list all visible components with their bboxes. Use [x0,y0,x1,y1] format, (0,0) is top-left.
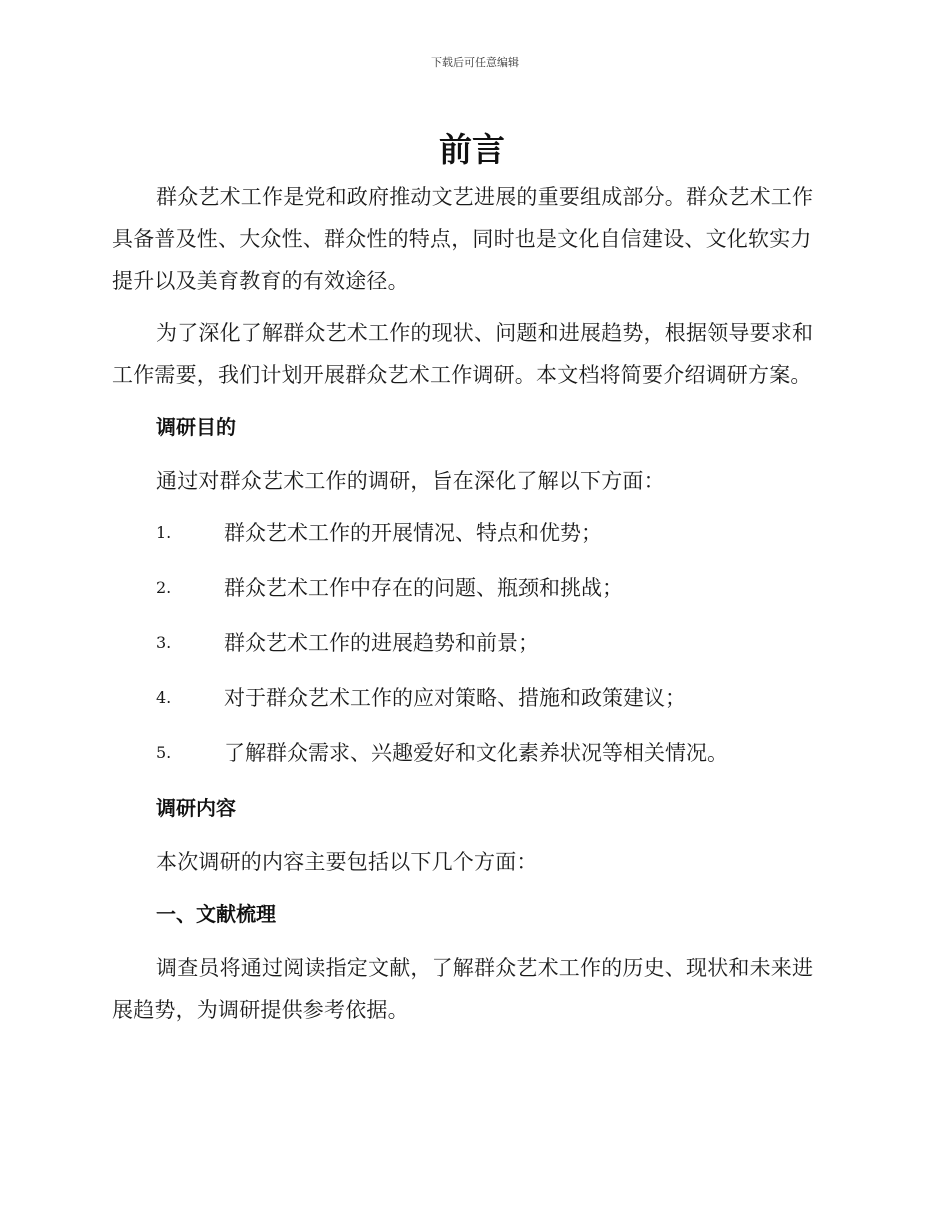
list-item-number: 3. [156,633,172,652]
document-body [112,126,832,1041]
list-item [112,512,832,554]
list-item [112,567,832,609]
literature-heading: 一、文献梳理 [156,902,276,926]
content-heading: 调研内容 [156,796,236,820]
list-item [112,732,832,774]
list-item-number: 5. [156,743,172,762]
list-item-text: 群众艺术工作中存在的问题、瓶颈和挑战； [224,576,623,600]
list-item-text: 群众艺术工作的开展情况、特点和优势； [224,521,602,545]
list-item-number: 4. [156,688,172,707]
purpose-heading: 调研目的 [156,415,236,439]
list-item-text: 群众艺术工作的进展趋势和前景； [224,631,539,655]
list-item-number: 1. [156,523,172,542]
list-item-text: 对于群众艺术工作的应对策略、措施和政策建议； [224,686,686,710]
list-item-number: 2. [156,578,172,597]
intro-paragraph-2: 为了深化了解群众艺术工作的现状、问题和进展趋势，根据领导要求和工作需要，我们计划开展群众艺术工作调研。本文档将简要介绍调研方案。 [112,321,814,387]
literature-paragraph: 调查员将通过阅读指定文献，了解群众艺术工作的历史、现状和未来进展趋势，为调研提供参考依据。 [112,956,814,1022]
page-title: 前言 [439,130,505,169]
header-note: 下载后可任意编辑 [431,56,519,69]
list-item [112,677,832,719]
list-item-text: 了解群众需求、兴趣爱好和文化素养状况等相关情况。 [224,741,728,765]
intro-paragraph-1: 群众艺术工作是党和政府推动文艺进展的重要组成部分。群众艺术工作具备普及性、大众性、群众性的特点，同时也是文化自信建设、文化软实力提升以及美育教育的有效途径。 [112,185,814,293]
list-item [112,622,832,664]
content-lead: 本次调研的内容主要包括以下几个方面： [156,850,538,874]
purpose-list [112,512,832,774]
purpose-lead: 通过对群众艺术工作的调研，旨在深化了解以下方面： [156,469,665,493]
